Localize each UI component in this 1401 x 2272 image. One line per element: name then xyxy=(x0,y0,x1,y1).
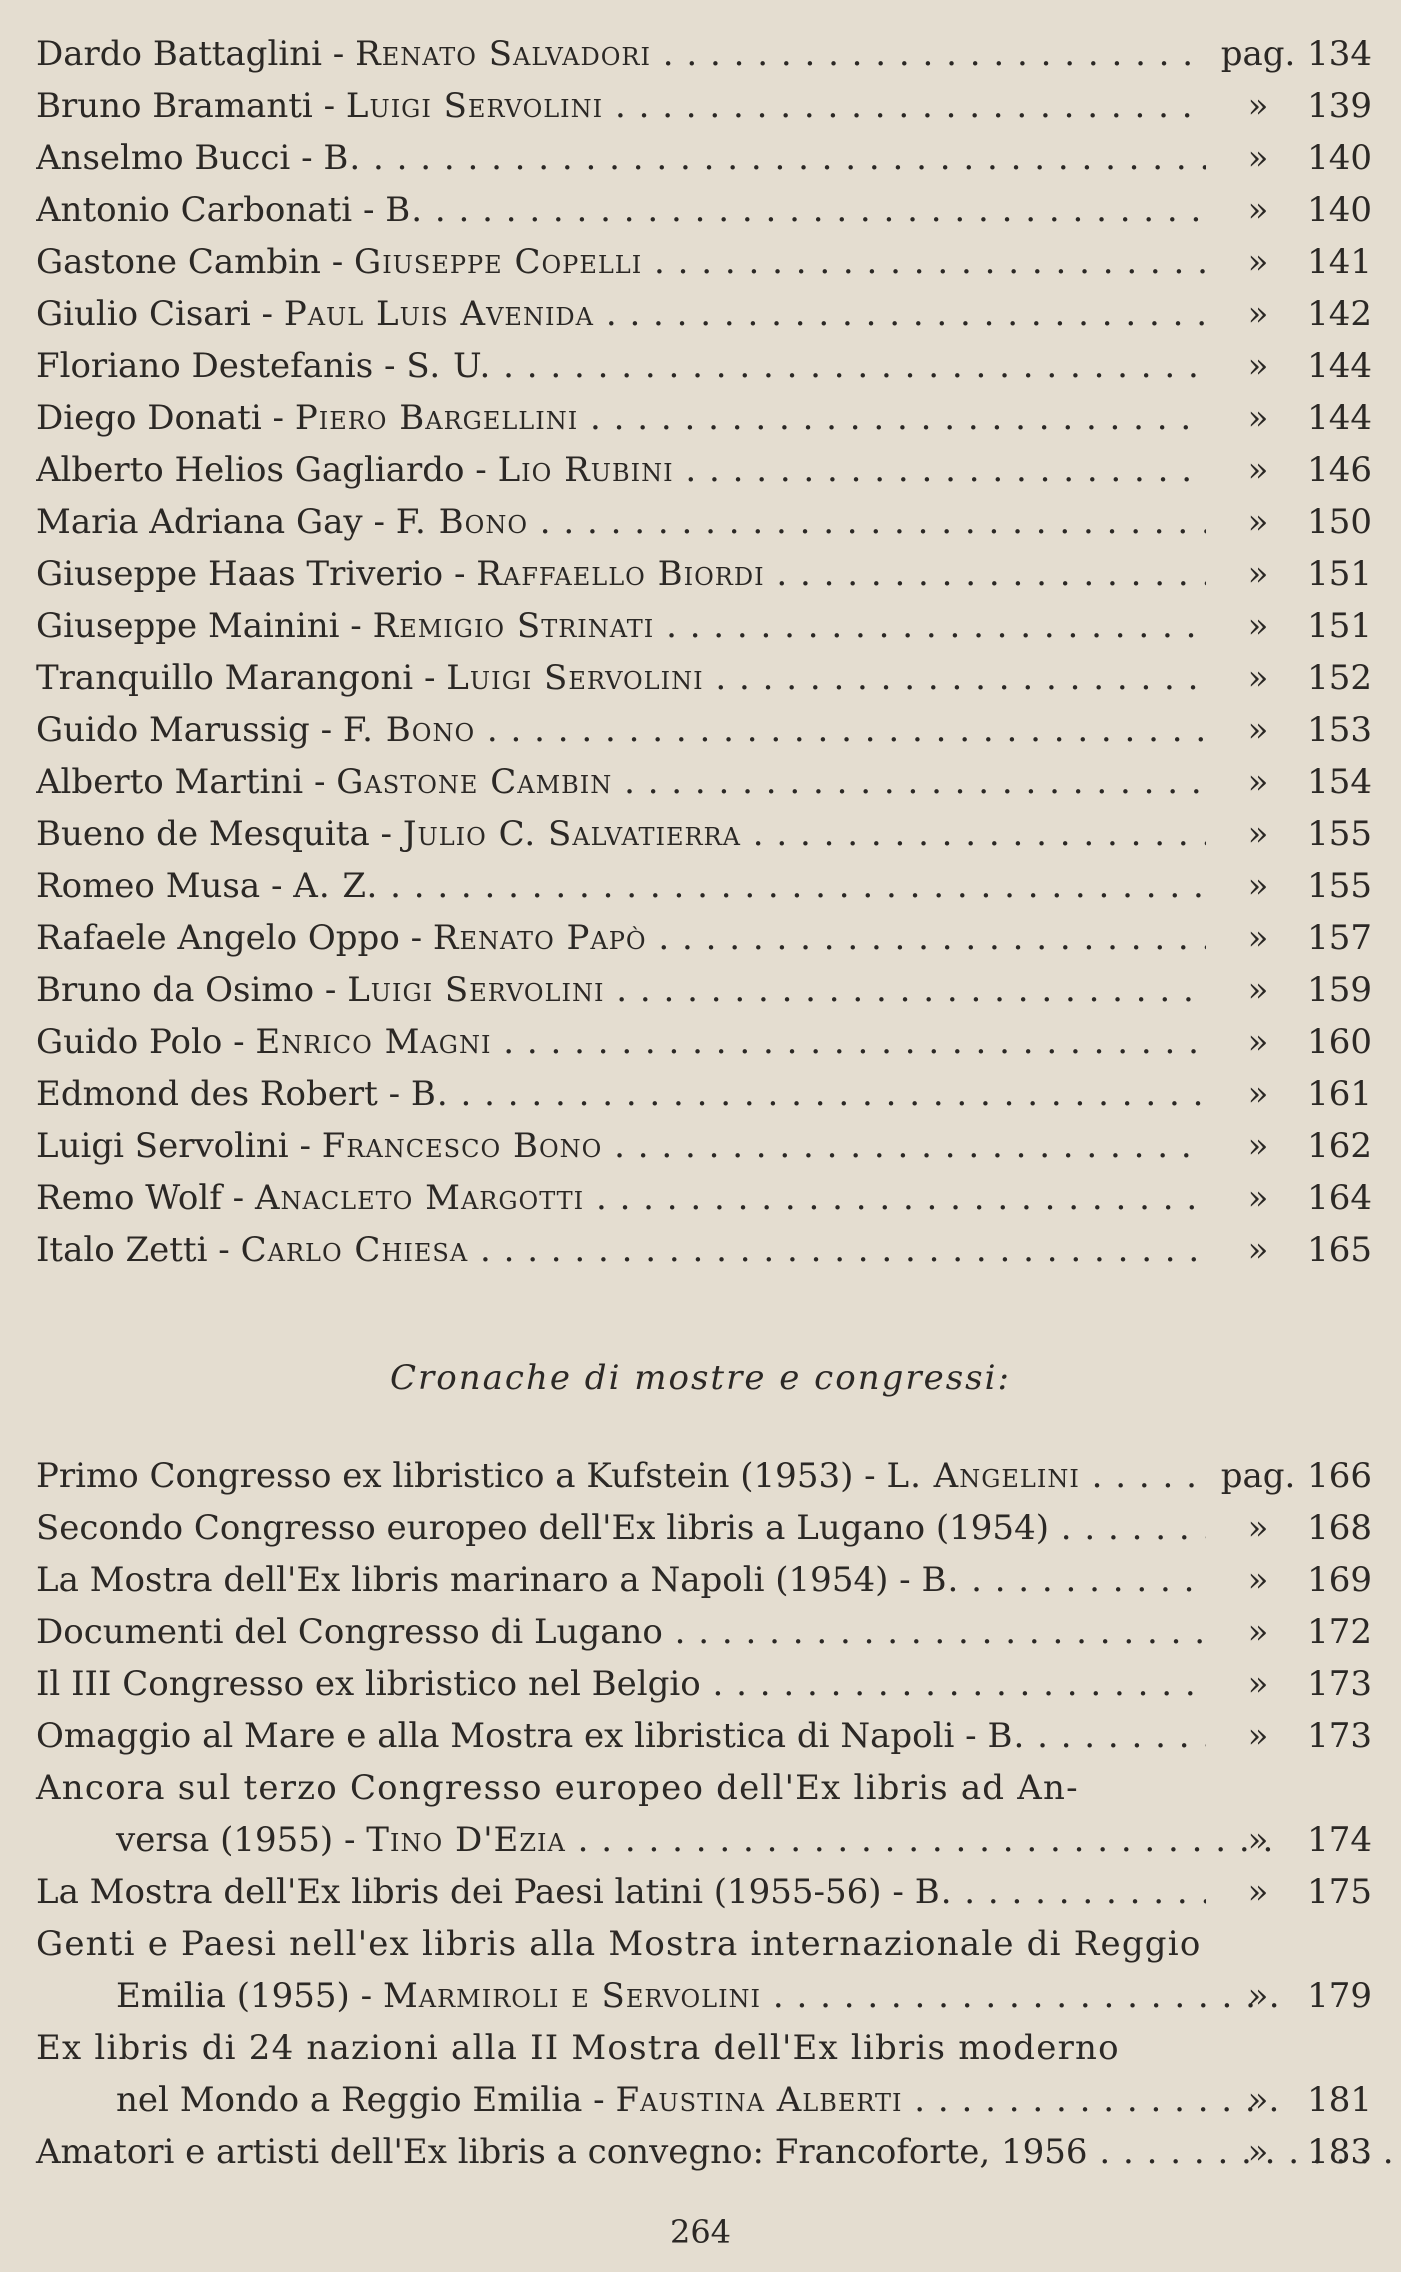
page-number: 166 xyxy=(1307,1456,1372,1496)
toc-entry xyxy=(36,1120,1372,1172)
toc-entry xyxy=(36,756,1372,808)
toc-entry xyxy=(36,548,1372,600)
page-ref-label: » xyxy=(1247,1664,1269,1704)
page-number: 144 xyxy=(1307,346,1372,386)
toc-entry-text: Dardo Battaglini - Renato Salvadori . . xyxy=(36,28,1206,80)
toc-entry-text: Giuseppe Mainini - Remigio Strinati . . xyxy=(36,600,1206,652)
toc-entry xyxy=(36,2126,1372,2178)
toc-entry xyxy=(36,80,1372,132)
toc-entry-text: Il III Congresso ex libristico nel Belgio . . xyxy=(36,1658,1206,1710)
page-number: 175 xyxy=(1307,1872,1372,1912)
toc-entry-text: La Mostra dell'Ex libris marinaro a Napoli (1954) - B. . . xyxy=(36,1554,1206,1606)
toc-entry xyxy=(36,1606,1372,1658)
page-ref-label: » xyxy=(1247,86,1269,126)
toc-entry-text: Emilia (1955) - Marmiroli e Servolini . . xyxy=(36,1970,1286,2022)
toc-entry xyxy=(36,652,1372,704)
page-number: 155 xyxy=(1307,814,1372,854)
toc-entry-text: Guido Polo - Enrico Magni . . xyxy=(36,1016,1206,1068)
page-number: 154 xyxy=(1307,762,1372,802)
toc-entry xyxy=(36,600,1372,652)
page-ref-label: pag. xyxy=(1220,1456,1296,1496)
page-number: 140 xyxy=(1307,138,1372,178)
toc-entry-text: Bueno de Mesquita - Julio C. Salvatierra . . xyxy=(36,808,1206,860)
toc-entry xyxy=(36,1970,1372,2022)
page-ref-label: » xyxy=(1247,346,1269,386)
page-number: 153 xyxy=(1307,710,1372,750)
toc-entry-text: La Mostra dell'Ex libris dei Paesi latini (1955-56) - B. . . xyxy=(36,1866,1206,1918)
page-number: 146 xyxy=(1307,450,1372,490)
toc-entry xyxy=(36,964,1372,1016)
page-ref-label: » xyxy=(1247,658,1269,698)
page-ref-label: » xyxy=(1247,1230,1269,1270)
page-number: 134 xyxy=(1307,34,1372,74)
page-ref-label: » xyxy=(1247,450,1269,490)
toc-entry-text: nel Mondo a Reggio Emilia - Faustina Alberti . . xyxy=(36,2074,1286,2126)
toc-entry-first-line: Genti e Paesi nell'ex libris alla Mostra internazionale di Reggio xyxy=(36,1924,1202,1964)
page-ref-label: » xyxy=(1247,554,1269,594)
page-ref-label: pag. xyxy=(1220,34,1296,74)
page-number: 140 xyxy=(1307,190,1372,230)
toc-entry xyxy=(36,1224,1372,1276)
toc-entry xyxy=(36,704,1372,756)
toc-entry xyxy=(36,1502,1372,1554)
page-ref-label: » xyxy=(1247,1074,1269,1114)
section-heading: Cronache di mostre e congressi: xyxy=(390,1358,1011,1398)
page-number: 169 xyxy=(1307,1560,1372,1600)
toc-entry xyxy=(36,1172,1372,1224)
toc-entry xyxy=(36,1016,1372,1068)
page-number: 155 xyxy=(1307,866,1372,906)
page-number: 161 xyxy=(1307,1074,1372,1114)
toc-entry-text: Romeo Musa - A. Z. . . xyxy=(36,860,1206,912)
toc-entry-text: Primo Congresso ex libristico a Kufstein (1953) - L. Angelini . . xyxy=(36,1450,1206,1502)
page-number: 144 xyxy=(1307,398,1372,438)
toc-entry-text: Diego Donati - Piero Bargellini . . xyxy=(36,392,1206,444)
toc-entry xyxy=(36,340,1372,392)
toc-entry-text: Antonio Carbonati - B. . . xyxy=(36,184,1206,236)
toc-entry xyxy=(36,1710,1372,1762)
page-ref-label: » xyxy=(1247,1716,1269,1756)
page-number: 168 xyxy=(1307,1508,1372,1548)
toc-entry xyxy=(36,1658,1372,1710)
toc-entry xyxy=(36,444,1372,496)
toc-entry-text: Omaggio al Mare e alla Mostra ex libristica di Napoli - B. . . xyxy=(36,1710,1206,1762)
toc-entry-text: Floriano Destefanis - S. U. . . xyxy=(36,340,1206,392)
toc-entry xyxy=(36,1068,1372,1120)
toc-entry-text: Secondo Congresso europeo dell'Ex libris a Lugano (1954) . . xyxy=(36,1502,1206,1554)
page-ref-label: » xyxy=(1247,1820,1269,1860)
page-ref-label: » xyxy=(1247,1178,1269,1218)
toc-entry xyxy=(36,2074,1372,2126)
page-ref-label: » xyxy=(1247,502,1269,542)
toc-entry xyxy=(36,1866,1372,1918)
page-number: 160 xyxy=(1307,1022,1372,1062)
page-number: 152 xyxy=(1307,658,1372,698)
page-ref-label: » xyxy=(1247,606,1269,646)
page-number: 173 xyxy=(1307,1716,1372,1756)
page-number: 141 xyxy=(1307,242,1372,282)
page-ref-label: » xyxy=(1247,294,1269,334)
toc-entry-text: Amatori e artisti dell'Ex libris a convegno: Francoforte, 1956 . . xyxy=(36,2126,1206,2178)
page-ref-label: » xyxy=(1247,970,1269,1010)
page-ref-label: » xyxy=(1247,1612,1269,1652)
page-footer-number: 264 xyxy=(669,2213,732,2251)
toc-entry-text: Remo Wolf - Anacleto Margotti . . xyxy=(36,1172,1206,1224)
toc-entry xyxy=(36,1554,1372,1606)
toc-entry-text: Luigi Servolini - Francesco Bono . . xyxy=(36,1120,1206,1172)
page-ref-label: » xyxy=(1247,242,1269,282)
toc-entry-text: Tranquillo Marangoni - Luigi Servolini . . xyxy=(36,652,1206,704)
page-ref-label: » xyxy=(1247,138,1269,178)
page-ref-label: » xyxy=(1247,1126,1269,1166)
toc-entry-text: Documenti del Congresso di Lugano . . xyxy=(36,1606,1206,1658)
toc-entry xyxy=(36,808,1372,860)
page-number: 150 xyxy=(1307,502,1372,542)
page-number: 162 xyxy=(1307,1126,1372,1166)
toc-entry-first-line: Ancora sul terzo Congresso europeo dell'Ex libris ad An- xyxy=(36,1768,1079,1808)
toc-entry-text: Maria Adriana Gay - F. Bono . . xyxy=(36,496,1206,548)
page-number: 159 xyxy=(1307,970,1372,1010)
toc-entry xyxy=(36,496,1372,548)
toc-entry-text: Anselmo Bucci - B. . . xyxy=(36,132,1206,184)
page-ref-label: » xyxy=(1247,1560,1269,1600)
page-number: 165 xyxy=(1307,1230,1372,1270)
toc-entry xyxy=(36,28,1372,80)
toc-entry-text: Bruno da Osimo - Luigi Servolini . . xyxy=(36,964,1206,1016)
page-number: 139 xyxy=(1307,86,1372,126)
toc-entry xyxy=(36,236,1372,288)
toc-entry xyxy=(36,392,1372,444)
toc-entry xyxy=(36,912,1372,964)
toc-entry xyxy=(36,288,1372,340)
toc-entry xyxy=(36,1814,1372,1866)
page-ref-label: » xyxy=(1247,762,1269,802)
page-number: 157 xyxy=(1307,918,1372,958)
toc-entry-text: Italo Zetti - Carlo Chiesa . . xyxy=(36,1224,1206,1276)
toc-entry xyxy=(36,132,1372,184)
page-number: 183 xyxy=(1307,2132,1372,2172)
toc-entry-text: Alberto Martini - Gastone Cambin . . xyxy=(36,756,1206,808)
page-ref-label: » xyxy=(1247,2132,1269,2172)
page-number: 151 xyxy=(1307,606,1372,646)
toc-entry-text: Gastone Cambin - Giuseppe Copelli . . xyxy=(36,236,1206,288)
page-number: 151 xyxy=(1307,554,1372,594)
page-number: 172 xyxy=(1307,1612,1372,1652)
toc-entry-text: versa (1955) - Tino D'Ezia . . xyxy=(36,1814,1286,1866)
toc-entry xyxy=(36,1450,1372,1502)
toc-entry-text: Edmond des Robert - B. . . xyxy=(36,1068,1206,1120)
toc-entry-text: Guido Marussig - F. Bono . . xyxy=(36,704,1206,756)
page-number: 181 xyxy=(1307,2080,1372,2120)
toc-entry-text: Giuseppe Haas Triverio - Raffaello Biordi . . xyxy=(36,548,1206,600)
page-ref-label: » xyxy=(1247,866,1269,906)
page-number: 142 xyxy=(1307,294,1372,334)
page-ref-label: » xyxy=(1247,814,1269,854)
toc-entry-text: Giulio Cisari - Paul Luis Avenida . . xyxy=(36,288,1206,340)
toc-entry-text: Bruno Bramanti - Luigi Servolini . . xyxy=(36,80,1206,132)
page-ref-label: » xyxy=(1247,1508,1269,1548)
page-ref-label: » xyxy=(1247,1976,1269,2016)
page-number: 173 xyxy=(1307,1664,1372,1704)
toc-entry xyxy=(36,184,1372,236)
toc-entry-first-line: Ex libris di 24 nazioni alla II Mostra dell'Ex libris moderno xyxy=(36,2028,1120,2068)
page-number: 179 xyxy=(1307,1976,1372,2016)
page-ref-label: » xyxy=(1247,2080,1269,2120)
page-ref-label: » xyxy=(1247,710,1269,750)
page-ref-label: » xyxy=(1247,398,1269,438)
toc-entry xyxy=(36,860,1372,912)
toc-entry-text: Rafaele Angelo Oppo - Renato Papò . . xyxy=(36,912,1206,964)
page-ref-label: » xyxy=(1247,1872,1269,1912)
page-ref-label: » xyxy=(1247,1022,1269,1062)
page-ref-label: » xyxy=(1247,918,1269,958)
page-ref-label: » xyxy=(1247,190,1269,230)
page-number: 164 xyxy=(1307,1178,1372,1218)
page-number: 174 xyxy=(1307,1820,1372,1860)
toc-entry-text: Alberto Helios Gagliardo - Lio Rubini . . xyxy=(36,444,1206,496)
